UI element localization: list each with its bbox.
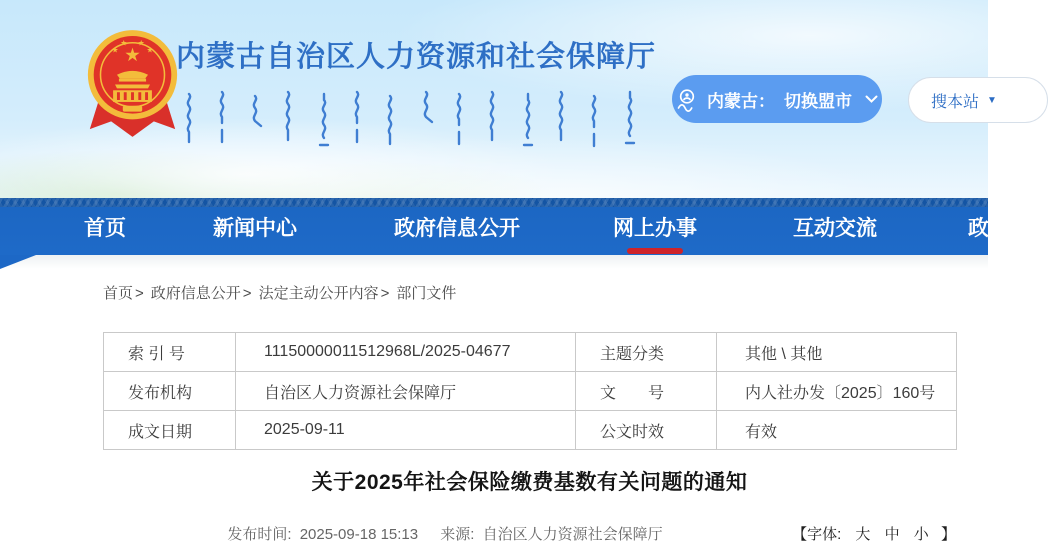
index-number-label: 索 引 号 bbox=[104, 333, 236, 372]
national-emblem-logo[interactable] bbox=[84, 26, 181, 141]
topic-category-value: 其他 \ 其他 bbox=[717, 333, 957, 372]
svg-text:★: ★ bbox=[137, 38, 145, 48]
main-nav bbox=[0, 198, 988, 255]
search-label: 搜本站 bbox=[931, 93, 980, 111]
mongolian-script bbox=[183, 88, 661, 167]
svg-text:★: ★ bbox=[146, 45, 154, 55]
region-name: 内蒙古： bbox=[707, 91, 775, 111]
breadcrumb bbox=[103, 282, 456, 303]
site-header bbox=[0, 0, 997, 198]
breadcrumb-item-home[interactable]: 首页 bbox=[103, 285, 134, 302]
topic-category-label: 主题分类 bbox=[576, 333, 717, 372]
publish-time-label: 发布时间: bbox=[227, 526, 292, 543]
breadcrumb-separator: > bbox=[135, 285, 144, 302]
publish-time-value: 2025-09-18 15:13 bbox=[299, 526, 419, 543]
document-number-value: 内人社办发〔2025〕160号 bbox=[717, 372, 957, 411]
nav-item-interaction[interactable] bbox=[793, 198, 877, 255]
font-size-large[interactable]: 大 bbox=[855, 526, 871, 543]
nav-item-label: 首页 bbox=[84, 216, 126, 240]
nav-item-label: 互动交流 bbox=[793, 216, 877, 240]
nav-item-home[interactable] bbox=[84, 198, 126, 255]
location-icon bbox=[676, 88, 698, 110]
table-row bbox=[104, 411, 957, 450]
nav-item-label: 政府信息公开 bbox=[394, 216, 520, 240]
font-control-suffix: 】 bbox=[940, 526, 956, 543]
breadcrumb-item-statutory-disclosure[interactable]: 法定主动公开内容 bbox=[258, 285, 379, 302]
breadcrumb-separator: > bbox=[242, 285, 252, 302]
breadcrumb-item-gov-info[interactable]: 政府信息公开 bbox=[150, 285, 241, 302]
font-size-control bbox=[792, 523, 956, 544]
nav-corner-decoration bbox=[0, 255, 36, 269]
svg-text:★: ★ bbox=[111, 45, 119, 55]
nav-item-online-services[interactable] bbox=[613, 198, 697, 255]
table-row bbox=[104, 372, 957, 411]
region-switcher-button[interactable] bbox=[672, 75, 882, 123]
document-number-label: 文 号 bbox=[576, 372, 717, 411]
issuing-agency-label: 发布机构 bbox=[104, 372, 236, 411]
document-info-table bbox=[103, 332, 957, 450]
source-value: 自治区人力资源社会保障厅 bbox=[482, 526, 663, 543]
date-of-writing-label: 成文日期 bbox=[104, 411, 236, 450]
nav-item-label: 政 bbox=[968, 216, 989, 240]
nav-item-clipped[interactable] bbox=[968, 198, 989, 255]
font-control-prefix: 【字体: bbox=[792, 526, 842, 543]
nav-item-label: 网上办事 bbox=[613, 216, 697, 240]
table-row bbox=[104, 333, 957, 372]
article-meta bbox=[103, 523, 956, 545]
date-of-writing-value: 2025-09-11 bbox=[236, 411, 576, 450]
issuing-agency-value: 自治区人力资源社会保障厅 bbox=[236, 372, 576, 411]
font-size-medium[interactable]: 中 bbox=[884, 526, 900, 543]
nav-item-news[interactable] bbox=[213, 198, 297, 255]
national-emblem-icon bbox=[84, 26, 181, 141]
publish-info bbox=[103, 523, 791, 544]
svg-text:★: ★ bbox=[120, 38, 128, 48]
svg-text:★: ★ bbox=[124, 45, 141, 67]
content-top-shade bbox=[0, 255, 988, 269]
site-search-button[interactable] bbox=[908, 77, 1048, 123]
validity-value: 有效 bbox=[717, 411, 957, 450]
switch-city-label: 切换盟市 bbox=[784, 91, 852, 111]
source-label: 来源: bbox=[440, 526, 475, 543]
site-title: 内蒙古自治区人力资源和社会保障厅 bbox=[176, 41, 657, 73]
nav-item-gov-info[interactable] bbox=[394, 198, 520, 255]
breadcrumb-separator: > bbox=[380, 285, 390, 302]
active-tab-indicator bbox=[627, 248, 683, 254]
article-title: 关于2025年社会保险缴费基数有关问题的通知 bbox=[311, 471, 748, 494]
validity-label: 公文时效 bbox=[576, 411, 717, 450]
index-number-value: 11150000011512968L/2025-04677 bbox=[236, 333, 576, 372]
chevron-down-icon bbox=[865, 95, 878, 104]
nav-item-label: 新闻中心 bbox=[213, 216, 297, 240]
breadcrumb-item-department-documents[interactable]: 部门文件 bbox=[396, 285, 457, 302]
font-size-small[interactable]: 小 bbox=[913, 526, 929, 543]
search-dropdown-arrow-icon: ▼ bbox=[987, 94, 997, 106]
